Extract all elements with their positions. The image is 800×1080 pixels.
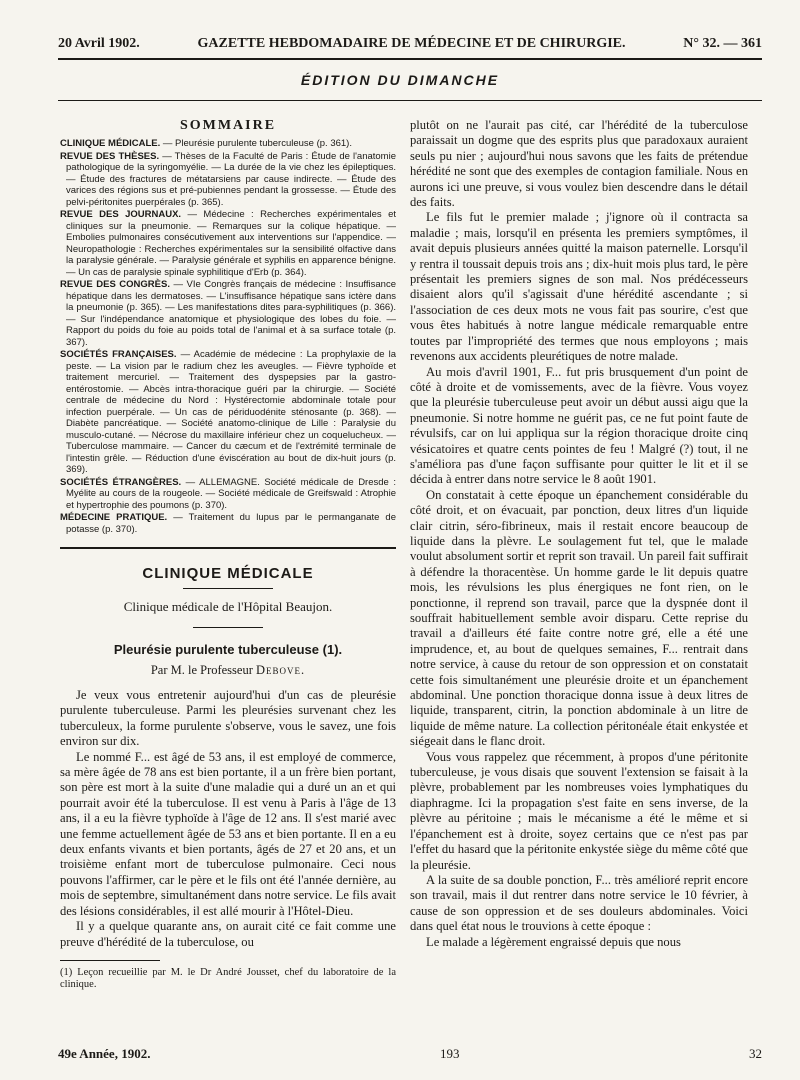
sommaire-entry-label: CLINIQUE MÉDICALE. (60, 138, 161, 149)
left-body-text (60, 688, 396, 950)
sommaire-entry-text: — Traitement du lupus par le permanganate de potasse (p. 370). (66, 512, 397, 535)
paragraph: Le fils fut le premier malade ; j'ignore où il contracta sa maladie ; mais, lorsqu'il en présenta les premiers symptômes, il avait depuis plusieurs années quitté la maison paternelle. Lorsqu'il y rentra il toussait depuis trois ans ; dix-huit mois plus tard, le père présentait les premiers signes de son mal. Nos prédécesseurs disaient alors qu'il s'agissait d'une hérédité ascendante ; si l'association de ces deux mots ne vous fait pas sourire, c'est que vous êtes habitués à notre langue médicale remarquable entre toutes par l'impropriété des termes que nous employons ; mais revenons aux accidents pleurétiques de notre malade. (410, 210, 748, 364)
header-issue-number: N° 32. — 361 (683, 36, 762, 51)
sommaire-entry-label: REVUE DES JOURNAUX. (60, 209, 182, 220)
sommaire-title: SOMMAIRE (179, 118, 277, 133)
footnote-rule (60, 960, 160, 961)
paragraph: Il y a quelque quarante ans, on aurait cité ce fait comme une preuve d'hérédité de la tuberculose, ou (60, 919, 396, 949)
paragraph: A la suite de sa double ponction, F... très amélioré reprit encore son travail, mais il dut rentrer dans notre service le 10 février, à cause de son oppression et de ses douleurs abdominales. Voici dans quel état nous le trouvions à cette époque : (410, 872, 748, 934)
running-header (58, 36, 762, 52)
sommaire-entry (60, 512, 396, 535)
sommaire-divider (60, 547, 396, 549)
sommaire-entry-text: — VIe Congrès français de médecine : Insuffisance hépatique dans les dermatoses. — L'insuffisance hépatique sans ictère dans la pneumonie (p. 365). — Les manifestations dites para-syphilitiques (p. 366). — Sur l'indépendance anatomique et physiologique des lobes du foie. — Rapport du poids du foie au poids total de l'animal et à sa surface totale (p. 367). (66, 279, 397, 348)
sommaire-entry (60, 349, 396, 476)
footer-page-number: 193 (439, 1046, 460, 1061)
page-footer (58, 1046, 762, 1062)
sommaire-entry-text: — ALLEMAGNE. Société médicale de Dresde : Myélite au cours de la rougeole. — Société médicale de Greifswald : Atrophie et hypertrophie des poumons (p. 370). (66, 476, 396, 511)
subtitle-rule (193, 627, 263, 628)
paragraph: plutôt on ne l'aurait pas cité, car l'hérédité de la tuberculose paraissait un dogme que des esprits plus que paradoxaux auraient seuls pu nier ; aujourd'hui nous savons que les faits de prétendue hérédité ne sont que des exemples de contagion familiale. Nous en aurons ici une preuve, si vous voulez bien descendre dans le détail des faits. (410, 118, 748, 210)
paragraph: Le malade a légèrement engraissé depuis que nous (426, 934, 681, 949)
edition-divider (58, 100, 762, 101)
sommaire-entry (60, 209, 396, 278)
left-column (60, 118, 396, 992)
article-byline (60, 663, 396, 678)
sommaire-list (60, 138, 396, 535)
paragraph: Vous vous rappelez que récemment, à propos d'une péritonite tuberculeuse, je vous disais que souvent l'extension se faisait à la plèvre, probablement par les nombreuses voies lymphatiques du diaphragme. Ici la propagation s'est faite en sens inverse, de la plèvre au péritoine ; mais le mécanisme a été le même et si l'épanchement est à droite, soyez certains que ce n'est pas par l'effet du hasard que la péritonite enkystée siège du même côté que la pleurésie. (410, 749, 748, 872)
sommaire-entry-label: SOCIÉTÉS ÉTRANGÈRES. (60, 476, 182, 488)
sommaire-entry-label: REVUE DES CONGRÈS. (60, 279, 170, 290)
footnote: (1) Leçon recueillie par M. le Dr André Jousset, chef du laboratoire de la clinique. (60, 966, 396, 991)
header-divider (58, 58, 762, 60)
header-journal-title: GAZETTE HEBDOMADAIRE DE MÉDECINE ET DE CHIRURGIE. (197, 36, 626, 51)
paragraph: On constatait à cette époque un épanchement considérable du côté droit, et on évacuait, par ponction, deux litres d'un liquide clair citrin, séro-fibrineux, mais il restait encore beaucoup de liquide dans la plèvre. Le soulagement fut tel, que le malade voulut absolument sortir et reprit son travail. Un pareil fait suffirait à défendre la thoracentèse. Un homme garde le lit depuis quatre mois, les révulsions les plus énergiques ne font rien, on le ponctionne, il reprend son travail, parce que la dyspnée dont il souffrait habituellement semble avoir disparu. Cette reprise du travail a d'ailleurs été faite contre notre gré, elle a été une imprudence, et, au bout de quelques semaines, F... rentrait dans notre service, à cause du retour de son oppression et on constatait cette fois simultanément une pleurésie droite et un épanchement abdominal. Une ponction thoracique donna issue à deux litres de liquide, transparent, citrin, la ponction abdominale à un litre de liquide de même nature. La collection péritonéale était enkystée et siégeait dans le flanc droit. (410, 487, 748, 749)
section-title-rule (183, 588, 273, 589)
sommaire-entry-text: — Thèses de la Faculté de Paris : Étude de l'anatomie pathologique de la syringomyélie. — La durée de la vie chez les épileptiques. — Étude des fractures de métatarsiens par cause indirecte. — Étude des varices des régions sus et pré-pubiennes pendant la grossesse. — Étude des pelvi-péritonites puerpérales (p. 365). (66, 150, 396, 208)
section-title: CLINIQUE MÉDICALE (142, 565, 314, 582)
edition-banner: ÉDITION DU DIMANCHE (300, 72, 500, 88)
paragraph: Le nommé F... est âgé de 53 ans, il est employé de commerce, sa mère âgée de 78 ans est bien portante, il a un frère bien portant, son père est mort à la suite d'une maladie qui a duré un an et qui pourrait avoir été la tuberculose. Il est venu à Paris à l'âge de 13 ans, il a eu la fièvre typhoïde à l'âge de 12 ans. Il s'est marié avec une femme actuellement âgée de 53 ans et bien portante. Il en a eu deux enfants vivants et bien portants, âgés de 27 et 20 ans, et un troisième enfant mort de tuberculose pulmonaire. Ceci nous pouvons l'affirmer, car le père et le fils ont été l'année dernière, au mois de septembre, simultanément dans notre service. Le fils avait des lésions considérables, il est allé mourir à l'Hôtel-Dieu. (60, 749, 396, 918)
byline-prefix: Par M. le Professeur (150, 663, 257, 677)
footer-sheet-number: 32 (748, 1046, 762, 1061)
sommaire-entry-label: SOCIÉTÉS FRANÇAISES. (60, 349, 177, 360)
right-column (410, 118, 748, 950)
sommaire-entry-label: REVUE DES THÈSES. (60, 150, 160, 162)
sommaire-entry-text: — Académie de médecine : La prophylaxie de la peste. — La vision par le radium chez les aveugles. — Fièvre typhoïde et traitement mercuriel. — Traitement des dyspepsies par la gastro-entérostomie. — Abcès intra-thoracique guéri par la chirurgie. — Société centrale de médecine du Nord : Hystérectomie abdominale totale pour infection puerpérale. — Un cas de périduodénite sténosante (p. 368). — Diabète pancréatique. — Société anatomo-clinique de Lille : Paralysie du musculo-cutané. — Nécrose du maxillaire inférieur chez un coquelucheux. — Tuberculose mammaire. — Cancer du cæcum et de l'extrémité terminale de l'intestin grêle. — Réduction d'une éviscération au bout de dix-huit jours (p. 369). (66, 349, 396, 475)
paragraph: Je veux vous entretenir aujourd'hui d'un cas de pleurésie purulente tuberculeuse. Parmi les pleurésies survenant chez les tuberculeux, la forme purulente s'observe, vous le savez, une fois environ sur dix. (60, 688, 396, 749)
sommaire-entry-text: — Médecine : Recherches expérimentales et cliniques sur la pneumonie. — Remarques sur la colique hépatique. — Embolies pulmonaires consécutivement aux interventions sur l'appendice. — Neuropathologie : Recherches expérimentales sur la sensibilité olfactive dans la paralysie générale. — Paralysie générale et syphilis en apparence bénigne. — Un cas de paralysie spinale syphilitique d'Erb (p. 364). (66, 209, 396, 278)
article-title: Pleurésie purulente tuberculeuse (1). (113, 642, 343, 657)
sommaire-entry (60, 138, 396, 150)
header-date: 20 Avril 1902. (58, 36, 140, 51)
sommaire-entry-label: MÉDECINE PRATIQUE. (60, 512, 168, 523)
sommaire-entry-text: — Pleurésie purulente tuberculeuse (p. 361). (160, 138, 352, 149)
sommaire-entry (60, 279, 396, 348)
paragraph: Au mois d'avril 1901, F... fut pris brusquement d'un point de côté à droite et de vomissements, avec de la fièvre. Vous voyez que la pleurésie tuberculeuse peut avoir un début aussi aigu que la pneumonie. Si notre homme ne guérit pas, ce ne fut point faute de révulsifs, car on lui appliqua sur la région thoracique droite cinq vésicatoires et quatre cents pointes de feu ! Malgré (?) tout, il ne s'améliora pas d'une façon suffisante pour quitter le lit et il se décida à entrer dans notre service le 8 août 1901. (410, 364, 748, 487)
sommaire-entry (60, 477, 396, 512)
right-body-text (410, 118, 748, 950)
section-subtitle: Clinique médicale de l'Hôpital Beaujon. (123, 599, 333, 614)
sommaire-entry (60, 151, 396, 209)
byline-author: Debove. (256, 663, 306, 677)
footer-year: 49e Année, 1902. (58, 1046, 151, 1061)
